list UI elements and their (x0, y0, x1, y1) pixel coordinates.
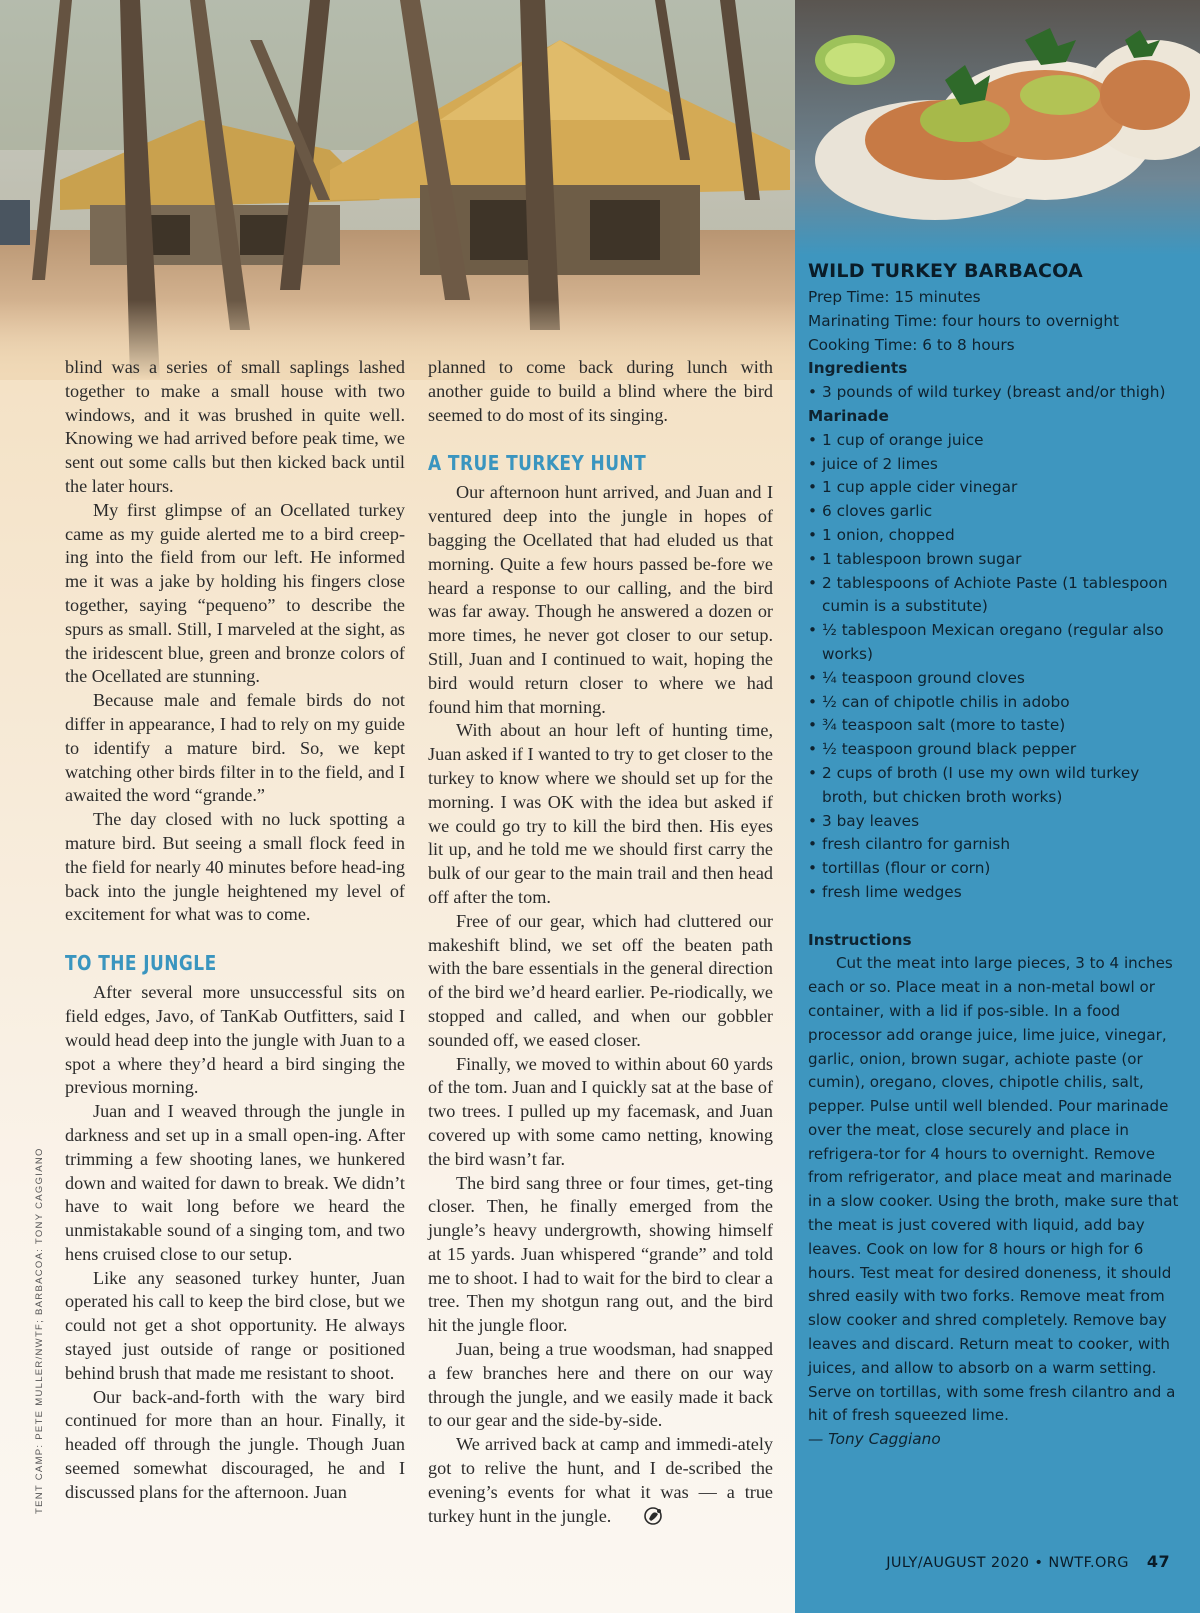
marinade-item: • fresh lime wedges (808, 881, 1188, 905)
paragraph: planned to come back during lunch with another guide to build a blind where the bird seemed to do most of its singing. (428, 357, 773, 425)
article-column-1 (65, 356, 405, 1505)
issue-label: JULY/AUGUST 2020 • NWTF.ORG (886, 1555, 1129, 1571)
marinade-item: • tortillas (flour or corn) (808, 857, 1188, 881)
paragraph: With about an hour left of hunting time, Juan asked if I wanted to try to get closer to the turkey to know where we should set up for the morning. I was OK with the idea but asked if we could go try to kill the bird then. His eyes lit up, and he told me we should first carry the bulk of our gear to the main trail and then head off after the tom. (428, 720, 773, 907)
marinade-item: • fresh cilantro for garnish (808, 833, 1188, 857)
instructions-heading: Instructions (808, 930, 912, 949)
paragraph: Like any seasoned turkey hunter, Juan operated his call to keep the bird close, but we could not get a shot opportunity. He always stayed just outside of range or positioned behind brush that made me resistant to shoot. (65, 1267, 405, 1383)
marinade-item: • 2 tablespoons of Achiote Paste (1 tablespoon cumin is a substitute) (808, 572, 1188, 620)
marinade-item: • 1 cup apple cider vinegar (808, 476, 1188, 500)
ingredients-heading: Ingredients (808, 359, 908, 378)
recipe-title: WILD TURKEY BARBACOA (808, 260, 1083, 282)
recipe-card (808, 258, 1188, 1452)
marinade-item: • 6 cloves garlic (808, 500, 1188, 524)
turkey-end-mark-icon (615, 1506, 637, 1526)
page-number: 47 (1146, 1552, 1170, 1571)
section-heading: A TRUE TURKEY HUNT (428, 451, 647, 476)
paragraph: Because male and female birds do not differ in appearance, I had to rely on my guide to identify a mature bird. So, we kept watching other birds filter in to the field, and I awaited the word “grande.” (65, 690, 405, 806)
recipe-author: — Tony Caggiano (808, 1430, 941, 1449)
paragraph: blind was a series of small saplings lashed together to make a small house with two windows, and it was brushed in quite well. Knowing we had arrived before peak time, we sent out some calls but then kicked back until the later hours. (65, 357, 405, 496)
paragraph: Juan, being a true woodsman, had snapped a few branches here and there on our way through the jungle, and we easily made it back to our gear and the side-by-side. (428, 1339, 773, 1431)
paragraph: After several more unsuccessful sits on field edges, Javo, of TanKab Outfitters, said I would head deep into the jungle with Juan to a spot a where they’d heard a bird singing the previous morning. (65, 982, 405, 1098)
marinade-item: • 2 cups of broth (I use my own wild turkey broth, but chicken broth works) (808, 762, 1188, 810)
marinade-list (808, 429, 1188, 905)
section-heading: TO THE JUNGLE (65, 951, 217, 976)
photo-credit: TENT CAMP: PETE MULLER/NWTF; BARBACOA: TONY CAGGIANO (34, 1147, 45, 1514)
marinade-item: • juice of 2 limes (808, 453, 1188, 477)
ingredients-list (808, 381, 1188, 405)
marinade-item: • 1 cup of orange juice (808, 429, 1188, 453)
marinade-item: • 1 tablespoon brown sugar (808, 548, 1188, 572)
paragraph: Our afternoon hunt arrived, and Juan and I ventured deep into the jungle in hopes of bagging the Ocellated that had eluded us that morning. Quite a few hours passed be-fore we heard a response to our calling, and the bird was far away. Though he answered a dozen or more times, he never got closer to our setup. Still, Juan and I continued to wait, hoping the bird would return closer to where we had found him that morning. (428, 482, 773, 717)
instructions-text: Cut the meat into large pieces, 3 to 4 inches each or so. Place meat in a non-metal bowl or container, with a lid if pos-sible. In a food processor add orange juice, lime juice, vinegar, garlic, onion, brown sugar, achiote paste (or cumin), oregano, cloves, chipotle chilis, salt, pepper. Pulse until well blended. Pour marinade over the meat, close securely and place in refrigera-tor for 4 hours to overnight. Remove from refrigerator, and place meat and marinade in a slow cooker. Using the broth, make sure that the meat is just covered with liquid, add bay leaves. Cook on low for 8 hours or high for 6 hours. Test meat for desired doneness, it should shred easily with two forks. Remove meat from slow cooker and shred completely. Remove bay leaves and discard. Return meat to cooker, with juices, and allow to absorb on a warm setting. Serve on tortillas, with some fresh cilantro and a hit of fresh squeezed lime. (808, 954, 1179, 1425)
marinating-time: Marinating Time: four hours to overnight (808, 311, 1120, 330)
marinade-item: • 1 onion, chopped (808, 524, 1188, 548)
marinade-item: • ¼ teaspoon ground cloves (808, 667, 1188, 691)
paragraph-text: We arrived back at camp and immedi-ately got to relive the hunt, and I de-scribed the evening’s events for what it was — a true turkey hunt in the jungle. (428, 1434, 773, 1526)
cooking-time: Cooking Time: 6 to 8 hours (808, 335, 1015, 354)
marinade-item: • ½ can of chipotle chilis in adobo (808, 691, 1188, 715)
paragraph: Finally, we moved to within about 60 yards of the tom. Juan and I quickly sat at the base of two trees. I pulled up my facemask, and Juan covered up with some camo netting, knowing the bird wasn’t far. (428, 1053, 773, 1169)
paragraph: The bird sang three or four times, get-ting closer. Then, he finally emerged from the jungle’s heavy undergrowth, showing himself at 15 yards. Juan whispered “grande” and told me to shoot. I had to wait for the bird to clear a tree. Then my shotgun rang out, and the bird hit the jungle floor. (428, 1172, 773, 1336)
spacer (808, 905, 1188, 929)
marinade-item: • ½ teaspoon ground black pepper (808, 738, 1188, 762)
marinade-item: • ½ tablespoon Mexican oregano (regular also works) (808, 619, 1188, 667)
marinade-item: • ¾ teaspoon salt (more to taste) (808, 714, 1188, 738)
tent-camp-photo (0, 0, 795, 380)
paragraph: The day closed with no luck spotting a mature bird. But seeing a small flock feed in the field for nearly 40 minutes before head-ing back into the jungle heightened my level of excitement for what was to come. (65, 809, 405, 925)
paragraph (428, 1433, 773, 1528)
article-column-2 (428, 356, 773, 1528)
marinade-item: • 3 bay leaves (808, 810, 1188, 834)
barbacoa-photo (795, 0, 1200, 255)
marinade-heading: Marinade (808, 406, 889, 425)
paragraph: Our back-and-forth with the wary bird continued for more than an hour. Finally, it headed off through the jungle. Though Juan seemed somewhat discouraged, he and I discussed plans for the afternoon. Juan (65, 1386, 405, 1502)
paragraph: Free of our gear, which had cluttered our makeshift blind, we set off the beaten path with the bare essentials in the general direction of the bird we’d heard earlier. Pe-riodically, we stopped and called, and when our gobbler sounded off, we eased closer. (428, 910, 773, 1050)
paragraph: Juan and I weaved through the jungle in darkness and set up in a small open-ing. After trimming a few shooting lanes, we hunkered down and waited for dawn to break. We didn’t have to wait long before we heard the unmistakable sound of a singing tom, and two hens cruised close to our setup. (65, 1101, 405, 1264)
page-footer (886, 1552, 1170, 1571)
prep-time: Prep Time: 15 minutes (808, 288, 981, 306)
ingredient-item: • 3 pounds of wild turkey (breast and/or thigh) (808, 381, 1188, 405)
paragraph: My first glimpse of an Ocellated turkey came as my guide alerted me to a bird creep-ing into the field from our left. He informed me it was a jake by holding his fingers close together, saying “pequeno” to describe the spurs as small. Still, I marveled at the sight, as the iridescent blue, green and bronze colors of the Ocellated are stunning. (65, 499, 405, 687)
